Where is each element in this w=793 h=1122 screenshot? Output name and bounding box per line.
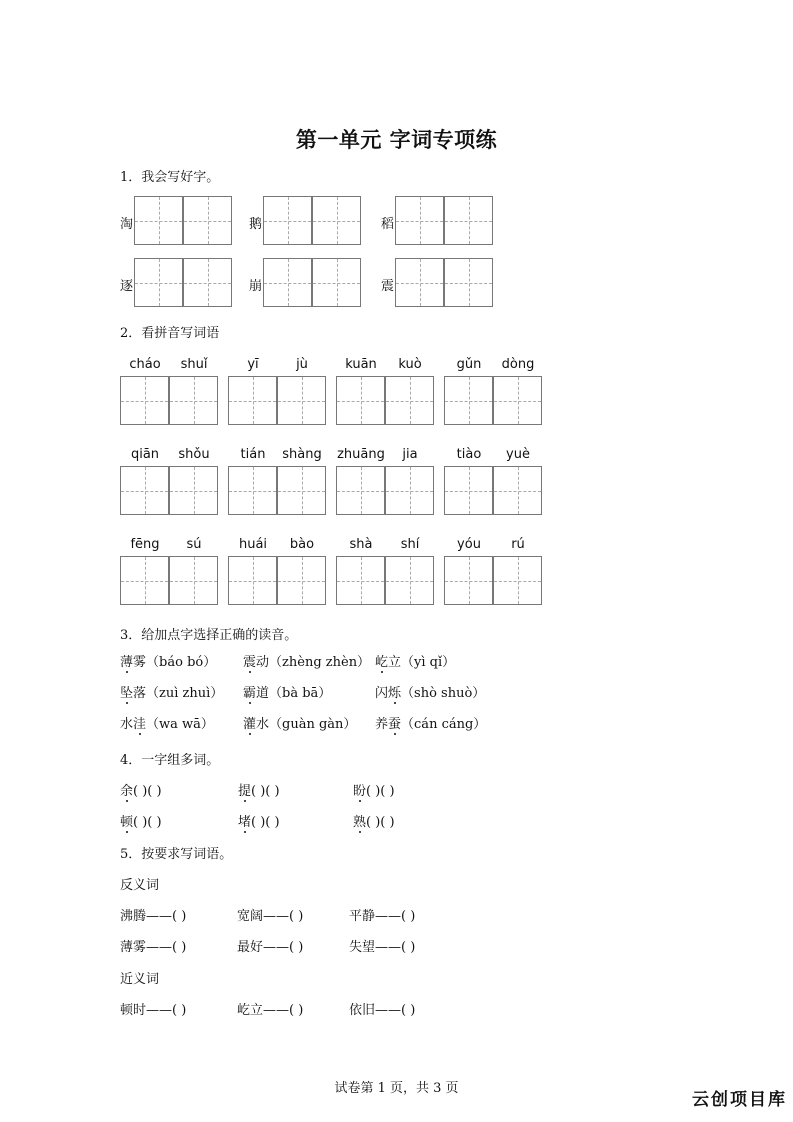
pinyin-label: yuè bbox=[506, 447, 530, 462]
writing-cell[interactable] bbox=[169, 376, 218, 425]
practice-char: 崩 bbox=[249, 279, 263, 294]
writing-cell[interactable] bbox=[444, 556, 493, 605]
word-part: 养 bbox=[375, 717, 389, 732]
word-part: 雾 bbox=[133, 655, 147, 670]
writing-cell[interactable] bbox=[493, 556, 542, 605]
pinyin-label: gǔn bbox=[456, 357, 482, 372]
word-group-item bbox=[353, 780, 395, 799]
synonym-item[interactable]: 顿时——( ) bbox=[120, 1003, 187, 1018]
dotted-char: 薄 bbox=[120, 655, 134, 670]
word-group-item bbox=[238, 780, 280, 799]
reading-choice bbox=[243, 682, 331, 701]
practice-char: 稻 bbox=[381, 217, 395, 232]
writing-cell[interactable] bbox=[183, 196, 232, 245]
antonym-item[interactable]: 沸腾——( ) bbox=[120, 909, 187, 924]
writing-cell[interactable] bbox=[385, 376, 434, 425]
reading-choice bbox=[375, 682, 485, 701]
writing-cell[interactable] bbox=[444, 376, 493, 425]
word-part: 动 bbox=[256, 655, 270, 670]
answer-blank[interactable]: ( )( ) bbox=[366, 784, 395, 799]
writing-cell[interactable] bbox=[263, 258, 312, 307]
synonym-item[interactable]: 依旧——( ) bbox=[349, 1003, 416, 1018]
q3-heading: 3．给加点字选择正确的读音。 bbox=[120, 628, 298, 643]
writing-cell[interactable] bbox=[444, 196, 493, 245]
dotted-char: 屹 bbox=[375, 655, 389, 670]
word-part: 水 bbox=[120, 717, 134, 732]
writing-cell[interactable] bbox=[120, 376, 169, 425]
q5-heading: 5．按要求写词语。 bbox=[120, 847, 233, 862]
writing-cell[interactable] bbox=[385, 466, 434, 515]
dotted-char: 洼 bbox=[133, 717, 147, 732]
pinyin-options[interactable]: （bà bā） bbox=[269, 686, 332, 701]
writing-cell[interactable] bbox=[169, 556, 218, 605]
word-part: 水 bbox=[256, 717, 270, 732]
q4-heading: 4．一字组多词。 bbox=[120, 753, 220, 768]
writing-cell[interactable] bbox=[277, 376, 326, 425]
pinyin-label: sú bbox=[186, 537, 202, 552]
pinyin-label: kuò bbox=[398, 357, 422, 372]
word-group-item bbox=[120, 811, 162, 830]
dotted-char: 坠 bbox=[120, 686, 134, 701]
pinyin-options[interactable]: （guàn gàn） bbox=[269, 717, 357, 732]
practice-char: 淘 bbox=[120, 217, 134, 232]
antonym-item[interactable]: 平静——( ) bbox=[349, 909, 416, 924]
pinyin-label: rú bbox=[511, 537, 525, 552]
practice-char: 鹅 bbox=[249, 217, 263, 232]
antonym-item[interactable]: 最好——( ) bbox=[237, 940, 304, 955]
antonym-label: 反义词 bbox=[120, 878, 160, 893]
q2-heading: 2．看拼音写词语 bbox=[120, 326, 220, 341]
pinyin-options[interactable]: （zuì zhuì） bbox=[146, 686, 224, 701]
page-footer: 试卷第 1 页，共 3 页 bbox=[334, 1081, 459, 1096]
writing-cell[interactable] bbox=[336, 376, 385, 425]
pinyin-options[interactable]: （shò shuò） bbox=[401, 686, 486, 701]
reading-choice bbox=[243, 713, 356, 732]
reading-choice bbox=[120, 682, 223, 701]
dotted-char: 余 bbox=[120, 784, 134, 799]
dotted-char: 熟 bbox=[353, 815, 367, 830]
pinyin-options[interactable]: （wa wā） bbox=[146, 717, 214, 732]
pinyin-label: yóu bbox=[457, 537, 481, 552]
writing-cell[interactable] bbox=[134, 258, 183, 307]
pinyin-label: jù bbox=[296, 357, 308, 372]
synonym-item[interactable]: 屹立——( ) bbox=[237, 1003, 304, 1018]
dotted-char: 灌 bbox=[243, 717, 257, 732]
writing-cell[interactable] bbox=[228, 376, 277, 425]
dotted-char: 盼 bbox=[353, 784, 367, 799]
dotted-char: 烁 bbox=[388, 686, 402, 701]
writing-cell[interactable] bbox=[134, 196, 183, 245]
writing-cell[interactable] bbox=[312, 196, 361, 245]
pinyin-label: bào bbox=[289, 537, 315, 552]
pinyin-label: tián bbox=[240, 447, 266, 462]
page-title: 第一单元 字词专项练 bbox=[295, 127, 498, 152]
writing-cell[interactable] bbox=[385, 556, 434, 605]
answer-blank[interactable]: ( )( ) bbox=[251, 784, 280, 799]
antonym-item[interactable]: 薄雾——( ) bbox=[120, 940, 187, 955]
reading-choice bbox=[120, 713, 214, 732]
reading-choice bbox=[375, 651, 455, 670]
writing-cell[interactable] bbox=[312, 258, 361, 307]
writing-cell[interactable] bbox=[120, 466, 169, 515]
pinyin-label: shàng bbox=[282, 447, 322, 462]
dotted-char: 霸 bbox=[243, 686, 257, 701]
word-part: 闪 bbox=[375, 686, 389, 701]
answer-blank[interactable]: ( )( ) bbox=[133, 815, 162, 830]
practice-char: 震 bbox=[381, 279, 395, 294]
watermark: 云创项目库 bbox=[692, 1090, 787, 1110]
word-group-item bbox=[120, 780, 162, 799]
writing-cell[interactable] bbox=[395, 196, 444, 245]
antonym-item[interactable]: 失望——( ) bbox=[349, 940, 416, 955]
writing-cell[interactable] bbox=[444, 466, 493, 515]
dotted-char: 顿 bbox=[120, 815, 134, 830]
writing-cell[interactable] bbox=[228, 466, 277, 515]
antonym-item[interactable]: 宽阔——( ) bbox=[237, 909, 304, 924]
writing-cell[interactable] bbox=[395, 258, 444, 307]
pinyin-options[interactable]: （báo bó） bbox=[146, 655, 217, 670]
writing-cell[interactable] bbox=[169, 466, 218, 515]
pinyin-options[interactable]: （yì qǐ） bbox=[401, 655, 456, 670]
dotted-char: 震 bbox=[243, 655, 257, 670]
pinyin-label: qiān bbox=[130, 447, 160, 462]
pinyin-label: huái bbox=[238, 537, 268, 552]
pinyin-label: jia bbox=[402, 447, 418, 462]
writing-cell[interactable] bbox=[120, 556, 169, 605]
writing-cell[interactable] bbox=[336, 556, 385, 605]
writing-cell[interactable] bbox=[277, 466, 326, 515]
word-part: 落 bbox=[133, 686, 147, 701]
writing-cell[interactable] bbox=[336, 466, 385, 515]
practice-char: 逐 bbox=[120, 279, 134, 294]
pinyin-label: fēng bbox=[130, 537, 160, 552]
dotted-char: 提 bbox=[238, 784, 252, 799]
word-group-item bbox=[353, 811, 395, 830]
reading-choice bbox=[375, 713, 486, 732]
pinyin-label: cháo bbox=[129, 357, 161, 372]
pinyin-label: shǒu bbox=[178, 447, 210, 462]
dotted-char: 堵 bbox=[238, 815, 252, 830]
word-part: 立 bbox=[388, 655, 402, 670]
dotted-char: 蚕 bbox=[388, 717, 402, 732]
writing-cell[interactable] bbox=[493, 376, 542, 425]
writing-cell[interactable] bbox=[183, 258, 232, 307]
reading-choice bbox=[243, 651, 370, 670]
writing-cell[interactable] bbox=[444, 258, 493, 307]
word-part: 道 bbox=[256, 686, 270, 701]
writing-cell[interactable] bbox=[277, 556, 326, 605]
pinyin-label: dòng bbox=[501, 357, 535, 372]
word-group-item bbox=[238, 811, 280, 830]
pinyin-label: shuǐ bbox=[180, 357, 208, 372]
synonym-label: 近义词 bbox=[120, 972, 160, 987]
pinyin-label: zhuāng bbox=[337, 447, 385, 462]
writing-cell[interactable] bbox=[493, 466, 542, 515]
pinyin-label: tiào bbox=[456, 447, 482, 462]
pinyin-label: shí bbox=[400, 537, 420, 552]
q1-heading: 1．我会写好字。 bbox=[120, 170, 220, 185]
pinyin-options[interactable]: （cán cáng） bbox=[401, 717, 487, 732]
pinyin-label: kuān bbox=[345, 357, 377, 372]
answer-blank[interactable]: ( )( ) bbox=[251, 815, 280, 830]
reading-choice bbox=[120, 651, 216, 670]
answer-blank[interactable]: ( )( ) bbox=[133, 784, 162, 799]
pinyin-label: shà bbox=[349, 537, 373, 552]
answer-blank[interactable]: ( )( ) bbox=[366, 815, 395, 830]
pinyin-options[interactable]: （zhèng zhèn） bbox=[269, 655, 371, 670]
pinyin-label: yī bbox=[247, 357, 259, 372]
writing-cell[interactable] bbox=[263, 196, 312, 245]
writing-cell[interactable] bbox=[228, 556, 277, 605]
